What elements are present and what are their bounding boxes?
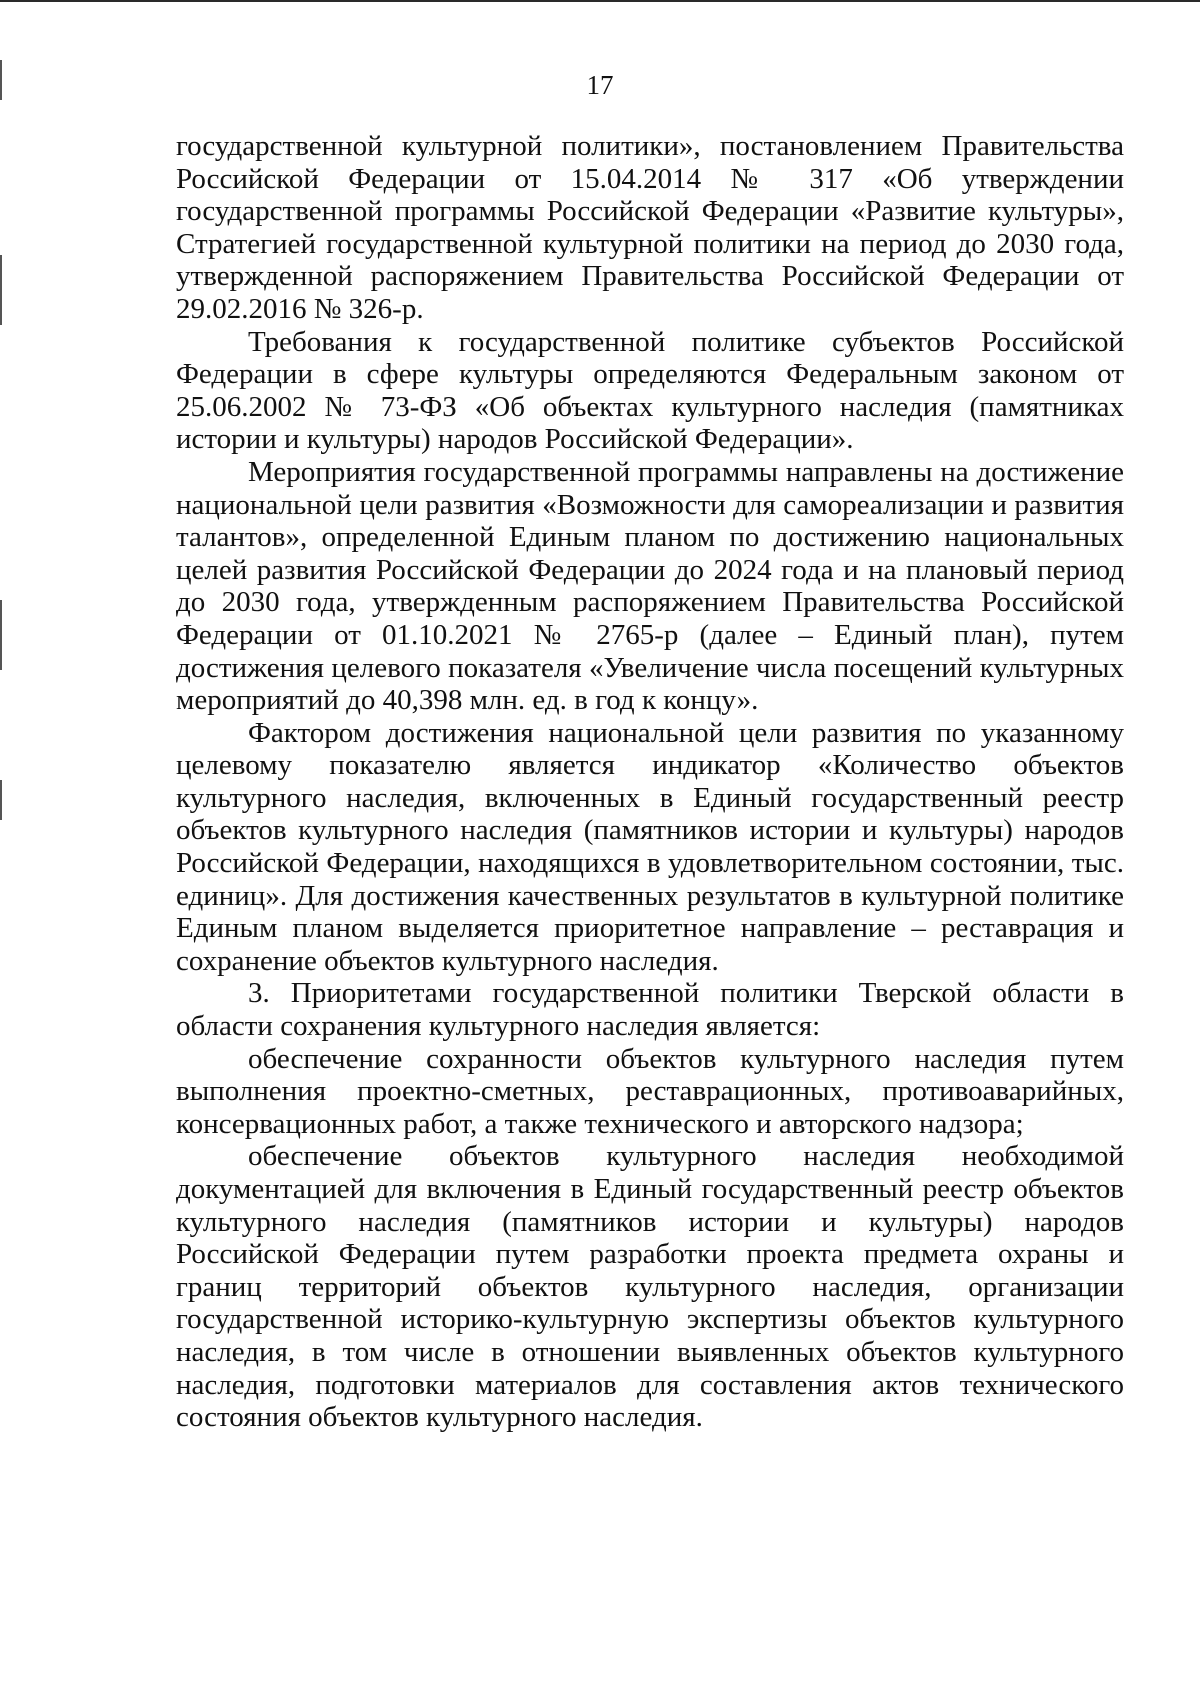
scan-left-mark [0, 600, 2, 670]
paragraph: Мероприятия государственной программы направлены на достижение национальной цели развития «Возможности для самореализации и развития талантов», определенной Единым планом по достижению национальных целей развития Российской Федерации до 2024 года и на плановый период до 2030 года, утвержденным распоряжением Правительства Российской Федерации от 01.10.2021 № 2765-р (далее – Единый план), путем достижения целевого показателя «Увеличение числа посещений культурных мероприятий до 40,398 млн. ед. в год к концу». [176, 455, 1124, 717]
paragraph: обеспечение сохранности объектов культурного наследия путем выполнения проектно-сметных, реставрационных, противоаварийных, консервационных работ, а также технического и авторского надзора; [176, 1042, 1124, 1140]
page-number: 17 [586, 70, 614, 100]
paragraph: обеспечение объектов культурного наследия необходимой документацией для включения в Единый государственный реестр объектов культурного наследия (памятников истории и культуры) народов Российской Федерации путем разработки проекта предмета охраны и границ территорий объектов культурного наследия, организации государственной историко-культурную экспертизы объектов культурного наследия, в том числе в отношении выявленных объектов культурного наследия, подготовки материалов для составления актов технического состояния объектов культурного наследия. [176, 1140, 1124, 1434]
paragraph: Требования к государственной политике субъектов Российской Федерации в сфере культуры определяются Федеральным законом от 25.06.2002 № 73-ФЗ «Об объектах культурного наследия (памятниках истории и культуры) народов Российской Федерации». [176, 325, 1124, 456]
paragraph: Фактором достижения национальной цели развития по указанному целевому показателю является индикатор «Количество объектов культурного наследия, включенных в Единый государственный реестр объектов культурного наследия (памятников истории и культуры) народов Российской Федерации, находящихся в удовлетворительном состоянии, тыс. единиц». Для достижения качественных результатов в культурной политике Единым планом выделяется приоритетное направление – реставрация и сохранение объектов культурного наследия. [176, 716, 1124, 977]
scan-left-mark [0, 255, 2, 325]
paragraph: государственной культурной политики», постановлением Правительства Российской Федерации от 15.04.2014 № 317 «Об утверждении государственной программы Российской Федерации «Развитие культуры», Стратегией государственной культурной политики на период до 2030 года, утвержденной распоряжением Правительства Российской Федерации от 29.02.2016 № 326-р. [176, 130, 1124, 325]
scan-top-edge [0, 0, 1200, 2]
paragraph: 3. Приоритетами государственной политики Тверской области в области сохранения культурного наследия является: [176, 977, 1124, 1043]
document-body [176, 130, 1124, 1434]
scan-left-mark [0, 780, 2, 820]
